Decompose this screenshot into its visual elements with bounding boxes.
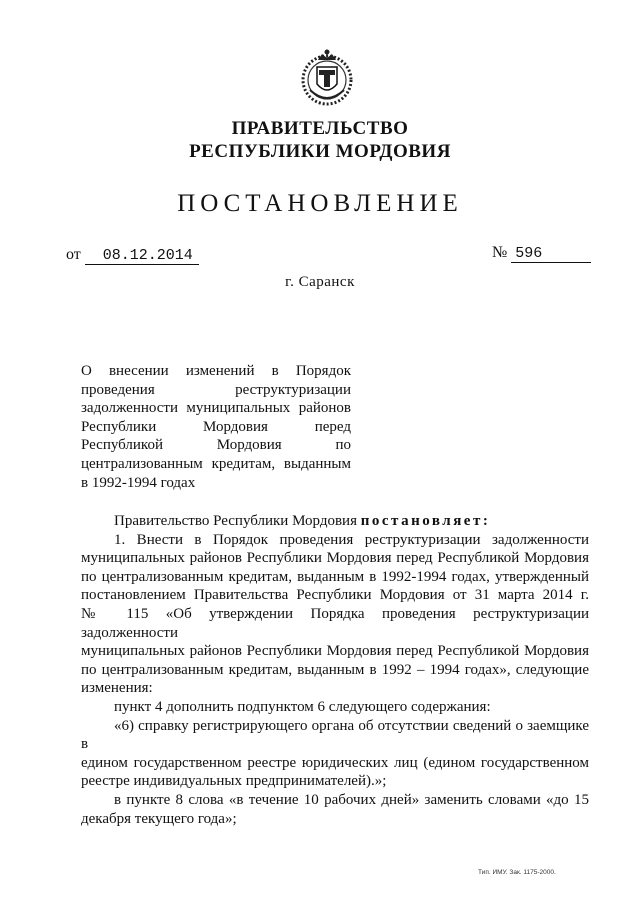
item-subpoint-6 [81, 717, 589, 791]
organization-name-line1: ПРАВИТЕЛЬСТВО [231, 118, 409, 139]
paragraph-line: № 115 «Об утверждении Порядка проведения реструктуризации задолженности [81, 605, 589, 641]
document-subject [81, 362, 351, 492]
preamble-emphasis: постановляет: [360, 513, 491, 529]
paragraph-line: муниципальных районов Республики Мордовия перед Республикой Мордовия [81, 643, 589, 660]
document-number [492, 244, 591, 263]
paragraph-line: «6) справку регистрирующего органа об отсутствии сведений о заемщике в [81, 717, 589, 753]
paragraph-line: декабря текущего года»; [81, 810, 237, 827]
document-type-title: ПОСТАНОВЛЕНИЕ [177, 190, 463, 217]
number-value: 596 [511, 245, 591, 263]
paragraph-line: муниципальных районов Республики Мордовия перед Республикой Мордовия [81, 550, 589, 567]
paragraph-line: реестре индивидуальных предпринимателей).»; [81, 773, 387, 790]
subject-line: Республики Мордовия перед [81, 418, 351, 435]
date-prefix: от [66, 246, 81, 263]
item-point-4: пункт 4 дополнить подпунктом 6 следующего содержания: [114, 698, 491, 715]
paragraph-line: по централизованным кредитам, выданным в 1992-1994 годах, утвержденный [81, 568, 589, 585]
subject-line: централизованным кредитам, выданным [81, 455, 351, 472]
coat-of-arms-emblem [296, 44, 358, 110]
paragraph-1 [81, 531, 589, 698]
print-footer: Тип. ИМУ. Зак. 1175-2000. [478, 869, 556, 876]
document-date [66, 246, 199, 265]
paragraph-line: по централизованным кредитам, выданным в 1992 – 1994 годах», следующие [81, 661, 589, 678]
date-value: 08.12.2014 [85, 247, 199, 265]
paragraph-line: изменения: [81, 680, 153, 697]
item-point-8 [81, 791, 589, 828]
subject-line: в 1992-1994 годах [81, 474, 196, 491]
number-prefix: № [492, 244, 508, 261]
subject-line: проведения реструктуризации [81, 381, 351, 398]
subject-line: Республикой Мордовия по [81, 437, 351, 454]
preamble [81, 512, 589, 531]
subject-line: О внесении изменений в Порядок [81, 363, 351, 379]
city-label: г. Саранск [285, 274, 355, 290]
paragraph-line: 1. Внести в Порядок проведения реструктуризации задолженности [114, 531, 589, 548]
organization-name-line2: РЕСПУБЛИКИ МОРДОВИЯ [189, 141, 451, 162]
paragraph-line: едином государственном реестре юридических лиц (едином государственном [81, 754, 589, 771]
subject-line: задолженности муниципальных районов [81, 400, 351, 417]
paragraph-line: постановлением Правительства Республики Мордовия от 31 марта 2014 г. [81, 587, 589, 604]
preamble-text: Правительство Республики Мордовия [114, 513, 361, 529]
paragraph-line: в пункте 8 слова «в течение 10 рабочих дней» заменить словами «до 15 [114, 791, 589, 808]
document-body [81, 512, 589, 828]
